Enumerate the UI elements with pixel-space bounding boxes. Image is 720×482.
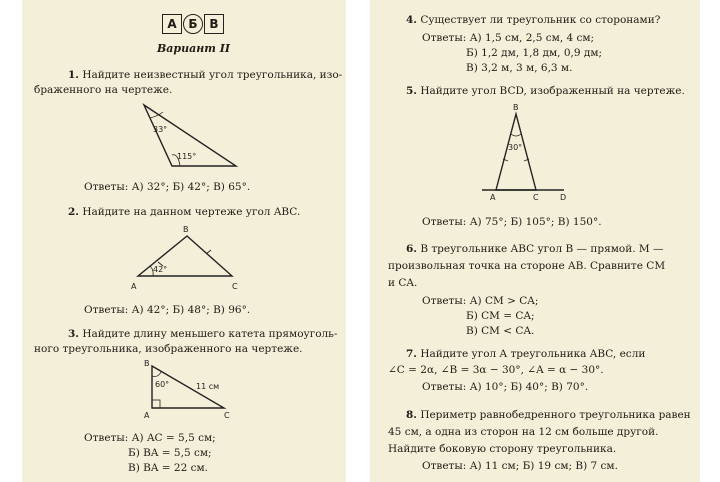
q6-text-line2: произвольная точка на стороне AB. Сравните CM: [388, 260, 666, 272]
q3-vertex-c: C: [224, 411, 230, 420]
left-page: [22, 0, 346, 482]
q3-answer-a: Ответы: А) AC = 5,5 см;: [84, 432, 216, 444]
q3-text-line2: ного треугольника, изображенного на чертеже.: [34, 343, 303, 355]
q4-answer-v: В) 3,2 м, 3 м, 6,3 м.: [466, 62, 573, 74]
q3-figure: [22, 0, 346, 482]
q7-text-line1: 7. Найдите угол A треугольника ABC, если: [406, 348, 646, 360]
q2-angle-label: 42°: [153, 265, 168, 274]
q2-answers: Ответы: А) 42°; Б) 48°; В) 96°.: [84, 304, 251, 316]
q3-length-label: 11 см: [196, 382, 220, 391]
q5-text: 5. Найдите угол BCD, изображенный на чертеже.: [406, 85, 685, 97]
q2-vertex-b: B: [183, 225, 189, 234]
q3-answer-b: Б) BA = 5,5 см;: [128, 447, 212, 459]
variant-title: Вариант II: [157, 42, 231, 55]
variant-badge-b-selected: Б: [183, 14, 203, 34]
q4-answer-a: Ответы: А) 1,5 см, 2,5 см, 4 см;: [422, 32, 595, 44]
variant-badge-v: В: [204, 14, 224, 34]
q7-answers: Ответы: А) 10°; Б) 40°; В) 70°.: [422, 381, 589, 393]
q6-text-line3: и CA.: [388, 277, 418, 289]
q3-text-line1: 3. Найдите длину меньшего катета прямоуголь-: [68, 328, 338, 340]
q5-vertex-c: C: [533, 193, 539, 202]
q5-answers: Ответы: А) 75°; Б) 105°; В) 150°.: [422, 216, 602, 228]
q8-answers: Ответы: А) 11 см; Б) 19 см; В) 7 см.: [422, 460, 618, 472]
q2-vertex-a: A: [131, 282, 137, 291]
q4-text: 4. Существует ли треугольник со сторонами?: [406, 14, 661, 26]
q3-angle-label: 60°: [155, 380, 170, 389]
q3-vertex-b: B: [144, 359, 150, 368]
variant-badge-a: А: [162, 14, 182, 34]
q7-text-line2: ∠C = 2α, ∠B = 3α − 30°, ∠A = α − 30°.: [388, 364, 604, 376]
q4-answer-b: Б) 1,2 дм, 1,8 дм, 0,9 дм;: [466, 47, 603, 59]
q2-text: 2. Найдите на данном чертеже угол ABC.: [68, 206, 301, 218]
right-page: [370, 0, 700, 482]
q8-text-line2: 45 см, а одна из сторон на 12 см больше другой.: [388, 426, 659, 438]
q8-text-line1: 8. Периметр равнобедренного треугольника равен: [406, 409, 691, 421]
q6-answer-b: Б) CM = CA;: [466, 310, 535, 322]
q1-text-line1: 1. Найдите неизвестный угол треугольника, изо-: [68, 69, 343, 81]
q5-vertex-b: B: [513, 103, 519, 112]
q6-answer-v: В) CM < CA.: [466, 325, 535, 337]
q1-angle-label-115: 115°: [177, 152, 197, 161]
q1-answers: Ответы: А) 32°; Б) 42°; В) 65°.: [84, 181, 251, 193]
q2-vertex-c: C: [232, 282, 238, 291]
q8-text-line3: Найдите боковую сторону треугольника.: [388, 443, 617, 455]
q6-text-line1: 6. В треугольнике ABC угол B — прямой. M —: [406, 243, 664, 255]
q5-vertex-d: D: [560, 193, 567, 202]
q1-text-line2: браженного на чертеже.: [34, 84, 173, 96]
q5-vertex-a: A: [490, 193, 496, 202]
q6-answer-a: Ответы: А) CM > CA;: [422, 295, 539, 307]
q1-angle-label-33: 33°: [153, 125, 168, 134]
q3-vertex-a: A: [144, 411, 150, 420]
q5-angle-label: 30°: [508, 143, 523, 152]
q3-answer-v: В) BA = 22 см.: [128, 462, 209, 474]
